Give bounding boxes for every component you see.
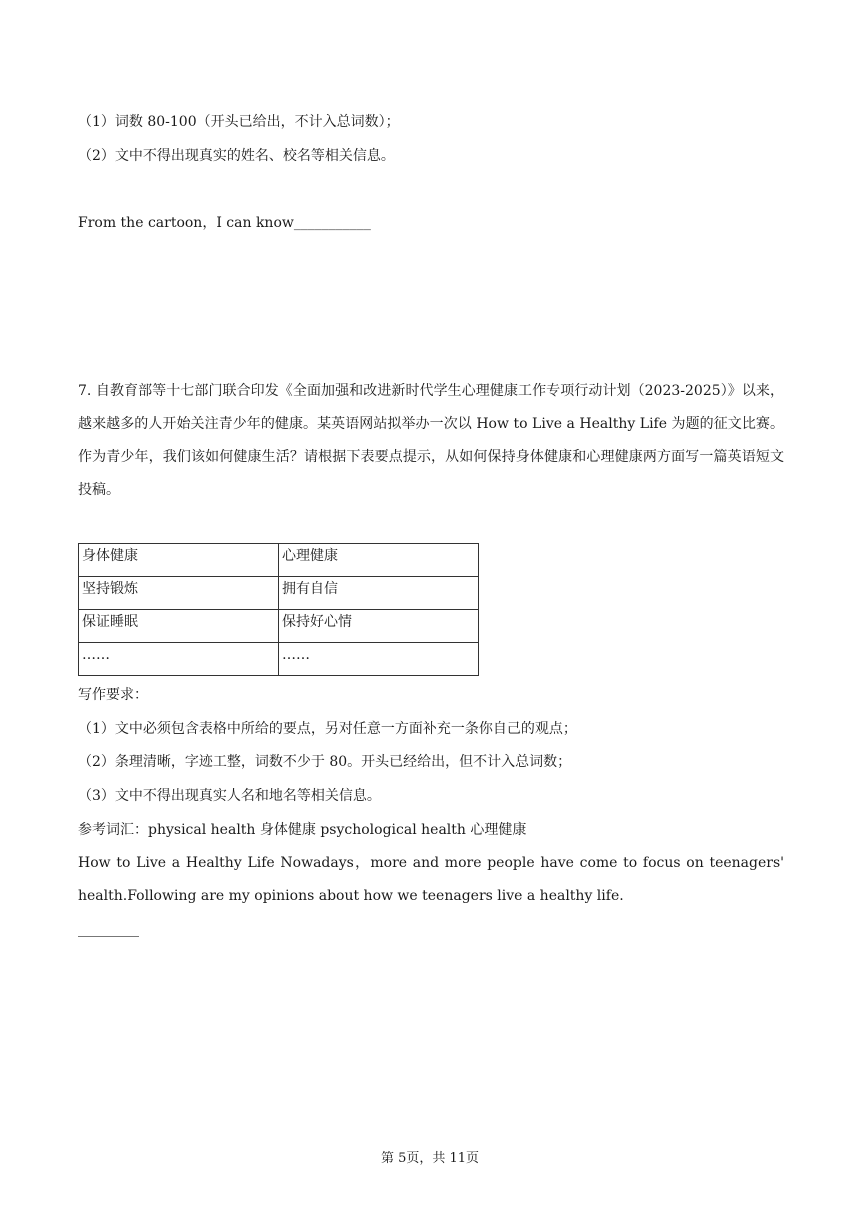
table-cell: 保证睡眠 bbox=[79, 610, 279, 643]
table-cell: 拥有自信 bbox=[279, 577, 479, 610]
table-row bbox=[79, 610, 479, 643]
writing-requirements-title: 写作要求： bbox=[78, 687, 148, 703]
table-cell: 身体健康 bbox=[79, 544, 279, 577]
essay-start-line: From the cartoon，I can know___________ bbox=[78, 215, 371, 231]
table-cell: 坚持锻炼 bbox=[79, 577, 279, 610]
table-row bbox=[79, 577, 479, 610]
table-row bbox=[79, 643, 479, 676]
essay-opening: How to Live a Healthy Life Nowadays，more and more people have come to focus on teenagers' health.Following are my opinions about how we teenagers live a healthy life. bbox=[78, 855, 784, 904]
writing-requirement-1: （1）文中必须包含表格中所给的要点，另对任意一方面补充一条你自己的观点； bbox=[78, 721, 577, 737]
answer-blank-line bbox=[78, 936, 139, 937]
writing-requirement-2: （2）条理清晰，字迹工整，词数不少于 80。开头已经给出，但不计入总词数； bbox=[78, 754, 572, 770]
table-cell: 保持好心情 bbox=[279, 610, 479, 643]
reference-vocabulary: 参考词汇：physical health 身体健康 psychological health 心理健康 bbox=[78, 822, 527, 838]
requirement-word-count: （1）词数 80-100（开头已给出，不计入总词数）； bbox=[78, 114, 400, 130]
table-cell: 心理健康 bbox=[279, 544, 479, 577]
key-points-table bbox=[78, 543, 479, 676]
table-cell: …… bbox=[79, 643, 279, 676]
page-number: 第 5页，共 11页 bbox=[380, 1151, 480, 1166]
requirement-no-real-names: （2）文中不得出现真实的姓名、校名等相关信息。 bbox=[78, 148, 395, 164]
question-7-prompt: 7. 自教育部等十七部门联合印发《全面加强和改进新时代学生心理健康工作专项行动计划（2023-2025）》以来，越来越多的人开始关注青少年的健康。某英语网站拟举办一次以 How to Live a Healthy Life 为题的征文比赛。作为青少年，我们该如何健康生活？请根据下表要点提示，从如何保持身体健康和心理健康两方面写一篇英语短文投稿。 bbox=[78, 383, 784, 498]
writing-requirement-3: （3）文中不得出现真实人名和地名等相关信息。 bbox=[78, 788, 381, 804]
table-row bbox=[79, 544, 479, 577]
table-cell: …… bbox=[279, 643, 479, 676]
